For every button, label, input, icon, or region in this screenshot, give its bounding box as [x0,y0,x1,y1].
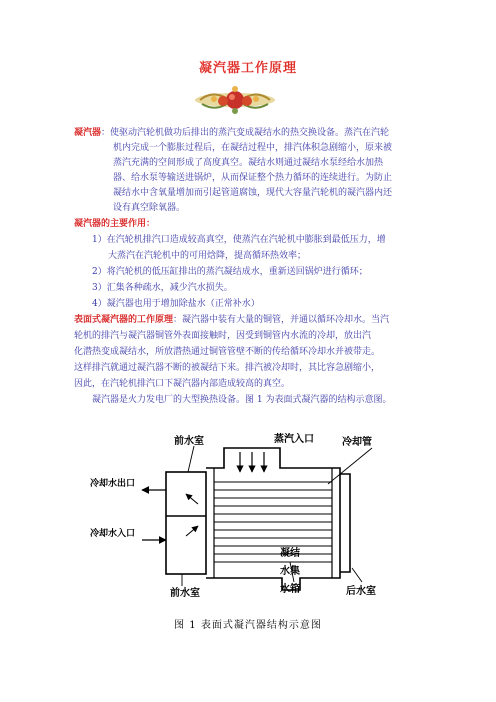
label-rear-water-chamber: 后水室 [346,586,376,597]
principle-line-6: 凝汽器是火力发电厂的大型换热设备。图 1 为表面式凝汽器的结构示意图。 [92,395,392,405]
front-water-chamber-box [166,472,206,574]
intro-line-2: 机内完成一个膨胀过程后，在凝结过程中，排汽体积急剧缩小，原来被 [113,143,393,153]
label-condensate-line-1: 凝结 [280,548,300,559]
label-cooling-water-inlet: 冷却水入口 [90,529,136,539]
intro-line-6: 设有真空除氧器。 [113,203,186,213]
intro-term: 凝汽器 [74,128,102,138]
principle-line-2: 轮机的排汽与凝汽器铜管外表面接触时，因受到铜管内水流的冷却，放出汽 [74,331,372,341]
condenser-shell [206,448,340,590]
figure-caption: 图 1 表面式凝汽器结构示意图 [174,620,322,631]
page-title: 凝汽器工作原理 [198,61,297,76]
label-cooling-pipe: 冷却管 [342,437,372,448]
intro-line-3: 蒸汽充满的空间形成了高度真空。凝结水则通过凝结水泵经给水加热 [113,158,384,168]
principle-heading: 表面式凝汽器的工作原理 [74,315,174,325]
roles-item-3: 3）汇集各种疏水，减少汽水损失。 [92,283,233,293]
condenser-diagram [84,428,394,604]
intro-line-4: 器、给水泵等输送进锅炉，从而保证整个热力循环的连续进行。为防止 [113,173,393,183]
roles-heading: 凝汽器的主要作用： [74,219,156,229]
label-condensate-line-3: 水箱 [280,584,300,595]
roles-item-1-cont: 大蒸汽在汽轮机中的可用焓降，提高循环热效率； [108,251,307,261]
label-steam-inlet: 蒸汽入口 [274,434,314,445]
label-condensate-line-2: 水集 [280,566,300,577]
principle-line-3: 化潜热变成凝结水，所放潜热通过铜管管壁不断的传给循环冷却水并被带走。 [74,347,381,357]
principle-line-4: 这样排汽就通过凝汽器不断的被凝结下来。排汽被冷却时，其比容急剧缩小， [74,363,381,373]
roles-item-4: 4）凝汽器也用于增加除盐水（正常补水） [92,299,260,309]
principle-line-1: 表面式凝汽器的工作原理：凝汽器中装有大量的铜管，并通以循环冷却水。当汽 [74,315,390,325]
cooling-tubes [214,482,332,562]
steam-inlet-arrows [240,452,264,472]
rear-water-chamber-box [340,474,350,572]
principle-line-5: 因此，在汽轮机排汽口下凝汽器内部造成较高的真空。 [74,379,291,389]
intro-line-1: 凝汽器：使驱动汽轮机做功后排出的蒸汽变成凝结水的热交换设备。蒸汽在汽轮 [74,128,390,138]
intro-line-5: 凝结水中含氧量增加而引起管道腐蚀，现代大容量汽轮机的凝汽器内还 [113,188,393,198]
label-front-water-chamber-bottom: 前水室 [170,588,200,599]
label-front-water-chamber-top: 前水室 [174,436,204,447]
roles-item-1: 1）在汽轮机排汽口造成较高真空，使蒸汽在汽轮机中膨胀到最低压力，增 [92,235,386,245]
roles-item-2: 2）将汽轮机的低压缸排出的蒸汽凝结成水，重新送回锅炉进行循环； [92,267,368,277]
label-cooling-water-outlet: 冷却水出口 [90,479,136,489]
decorative-ornament [192,80,278,120]
